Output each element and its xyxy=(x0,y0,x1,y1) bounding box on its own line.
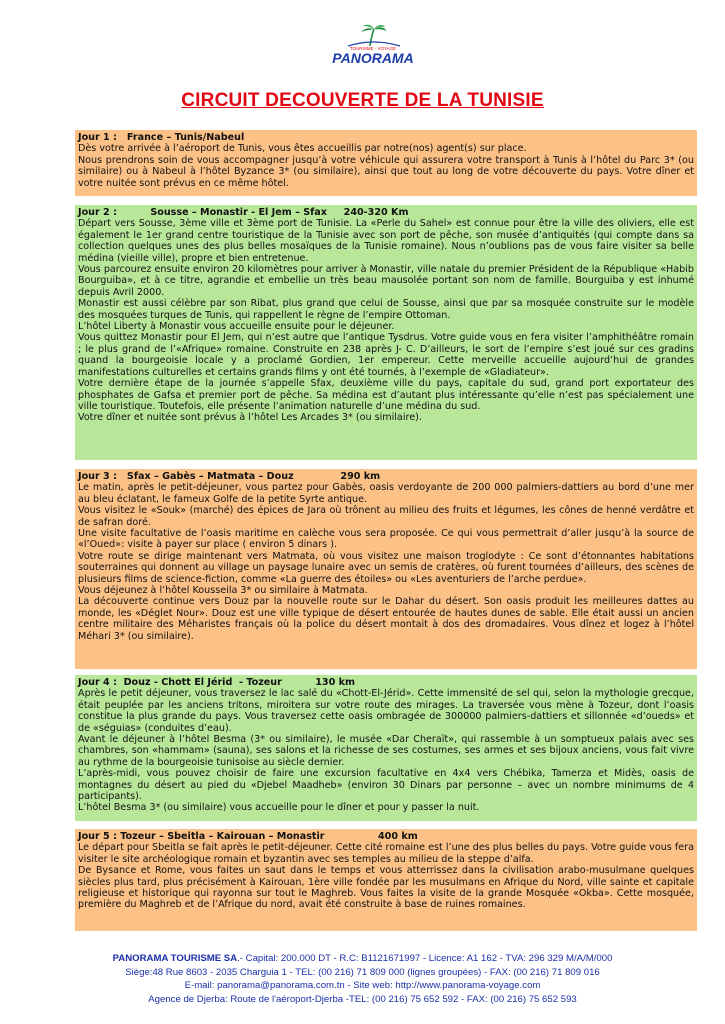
day-4-body: Après le petit déjeuner, vous traversez le lac salé du «Chott-El-Jérid». Cette immensité de sel qui, selon la mythologie grecque, était peuplée par les anciens tritons, miroitera sur votre route des mirages. La traversée vous mène à Tozeur, dont l’oasis constitue la plus grande du pays. Vous traversez cette oasis ombragée de 300000 palmiers-dattiers et sillonnée «d’oueds» et de «séguias» (conduites d’eau). Avant le déjeuner à l’hôtel Besma (3* ou similaire), le musée «Dar Cheraït», qui rassemble à un somptueux palais avec ses chambres, son «hammam» (sauna), ses salons et la richesse de ses costumes, ses armes et ses bijoux anciens, vous fait vivre au rythme de la bourgeoisie tunisoise au siècle dernier. L’après-midi, vous pouvez choisir de faire une excursion facultative en 4x4 vers Chébika, Tamerza et Midès, oasis de montagnes du désert au pied du «Djebel Maadheb» (environ 30 Dinars par personne – avec un nombre minimums de 4 participants). L’hôtel Besma 3* (ou similaire) vous accueille pour le dîner et pour y passer la nuit. xyxy=(78,688,694,814)
palm-tree-icon xyxy=(318,24,428,68)
day-3-heading: Jour 3 : Sfax – Gabès – Matmata – Douz 290 km xyxy=(78,471,381,482)
day-4-heading: Jour 4 : Douz - Chott El Jérid - Tozeur 130 km xyxy=(78,677,355,688)
day-1-heading: Jour 1 : France – Tunis/Nabeul xyxy=(78,132,245,143)
company-footer xyxy=(0,952,725,1006)
day-1-body: Dès votre arrivée à l’aéroport de Tunis, vous êtes accueillis par notre(nos) agent(s) sur place. Nous prendrons soin de vous accompagner jusqu’à votre véhicule qui assurera votre transport à Tunis à l’hôtel du Parc 3* (ou similaire) ou à Nabeul à l’hôtel Byzance 3* (ou similaire), ainsi que tout au long de votre découverte du pays. Votre dîner et votre nuitée sont prévus en ce même hôtel. xyxy=(78,143,694,189)
panorama-logo xyxy=(318,24,428,68)
day-5-body: Le départ pour Sbeitla se fait après le petit-déjeuner. Cette cité romaine est l’une des plus belles du pays. Votre guide vous fera visiter le site archéologique romain et byzantin avec ses temples au milieu de la steppe d’alfa. De Bysance et Rome, vous faites un saut dans le temps et vous atterrissez dans la civilisation arabo-musulmane quelques siècles plus tard, plus précisément à Kairouan, 1ère ville fondée par les musulmans en Afrique du Nord, ville sainte et capitale religieuse et historique qui rayonna sur tout le Maghreb. Vous faites la visite de la grande Mosquée «Okba». Cette mosquée, première du Maghreb et de l’Afrique du nord, avait été construite à base de ruines romaines. xyxy=(78,842,694,911)
day-3-body: Le matin, après le petit-déjeuner, vous partez pour Gabès, oasis verdoyante de 200 000 palmiers-dattiers au bord d’une mer au bleu éclatant, le fameux Golfe de la petite Syrte antique. Vous visitez le «Souk» (marché) des épices de Jara où trônent au milieu des fruits et légumes, les cônes de henné verdâtre et de safran doré. Une visite facultative de l’oasis maritime en calèche vous sera proposée. Ce qui vous permettrait d’aller jusqu’à la source de «l’Oued»: visite à payer sur place ( environ 5 dinars ). Votre route se dirige maintenant vers Matmata, où vous visitez une maison troglodyte : Ce sont d’étonnantes habitations souterraines qui donnent au village un paysage lunaire avec un semis de cratères, où furent tournées d’ailleurs, des scènes de plusieurs films de science-fiction, comme «La guerre des étoiles» ou «Les aventuriers de l’arche perdue». Vous déjeunez à l’hôtel Kousseila 3* ou similaire à Matmata. La découverte continue vers Douz par la nouvelle route sur le Dahar du désert. Son oasis produit les meilleures dattes au monde, les «Déglet Nour». Douz est une ville typique de désert entourée de hautes dunes de sable. Elle était aussi un ancien centre militaire des Méharistes français où la police du désert montait à dos des dromadaires. Vous dînez et logez à l’hôtel Méhari 3* (ou similaire). xyxy=(78,482,694,642)
day-2-section xyxy=(75,205,697,460)
day-5-heading: Jour 5 : Tozeur – Sbeitla – Kairouan – Monastir 400 km xyxy=(78,831,418,842)
footer-line-4: Agence de Djerba: Route de l'aéroport-Djerba -TEL: (00 216) 75 652 592 - FAX: (00 216) 75 652 593 xyxy=(148,993,577,1005)
footer-line-2: Siège:48 Rue 8603 - 2035 Charguia 1 - TEL: (00 216) 71 809 000 (lignes groupées) - FAX: (00 216) 71 809 016 xyxy=(125,966,600,978)
day-2-heading: Jour 2 : Sousse – Monastir - El Jem – Sfax 240-320 Km xyxy=(78,207,409,218)
footer-line-3: E-mail: panorama@panorama.com.tn - Site web: http://www.panorama-voyage.com xyxy=(184,980,541,992)
day-2-body: Départ vers Sousse, 3ème ville et 3ème port de Tunisie. La «Perle du Sahel» est connue pour être la ville des oliviers, elle est également le 1er grand centre touristique de la Tunisie avec son port de pêche, son musée d’antiquités (qui compte dans sa collection quelques unes des plus belles mosaïques de la Tunisie romaine). Nous n’oublions pas de vous faire visiter sa belle médina (vieille ville), propre et bien entretenue. Vous parcourez ensuite environ 20 kilomètres pour arriver à Monastir, ville natale du premier Président de la République «Habib Bourguiba», et à ce titre, agrandie et embellie un très beau mausolée portant son nom de famille. Bourguiba y est inhumé depuis Avril 2000. Monastir est aussi célèbre par son Ribat, plus grand que celui de Sousse, ainsi que par sa mosquée construite sur le modèle des mosquées turques de Tunis, qui rappellent le règne de l’empire Ottoman. L’hôtel Liberty à Monastir vous accueille ensuite pour le déjeuner. Vous quittez Monastir pour El Jem, qui n’est autre que l’antique Tysdrus. Votre guide vous en fera visiter l’amphithéâtre romain ; le plus grand de l’«Afrique» romaine. Construite en 238 après J- C. D’ailleurs, le sort de l’empire s’est joué sur ces gradins quand la bourgeoisie locale y a proclamé Gordien, 1er empereur. Cette merveille accueille aujourd’hui de grandes manifestations culturelles et certains grands films y ont été tournés, à l’exemple de «Gladiateur». Votre dernière étape de la journée s’appelle Sfax, deuxième ville du pays, capitale du sud, grand port exportateur des phosphates de Gafsa et premier port de pêche. Sa médina est d’autant plus intéressante qu’elle n’est pas spécialement une ville touristique. Toutefois, elle présente l’animation naturelle d’une médina du sud. Votre dîner et nuitée sont prévus à l’hôtel Les Arcades 3* (ou similaire). xyxy=(78,218,694,424)
logo-tagline: TOURISME · VOYAGE xyxy=(349,46,397,51)
footer-line-1 xyxy=(0,952,725,966)
day-4-section xyxy=(75,675,697,821)
day-3-section xyxy=(75,469,697,669)
logo-name: PANORAMA xyxy=(332,50,414,66)
footer-legal-info: .- Capital: 200.000 DT - R.C: B1121671997 - Licence: A1 162 - TVA: 296 329 M/A/M/000 xyxy=(237,953,613,964)
day-5-section xyxy=(75,829,697,931)
day-1-section xyxy=(75,130,697,196)
document-title: CIRCUIT DECOUVERTE DE LA TUNISIE xyxy=(181,90,544,111)
footer-company-name: PANORAMA TOURISME SA xyxy=(112,953,238,964)
